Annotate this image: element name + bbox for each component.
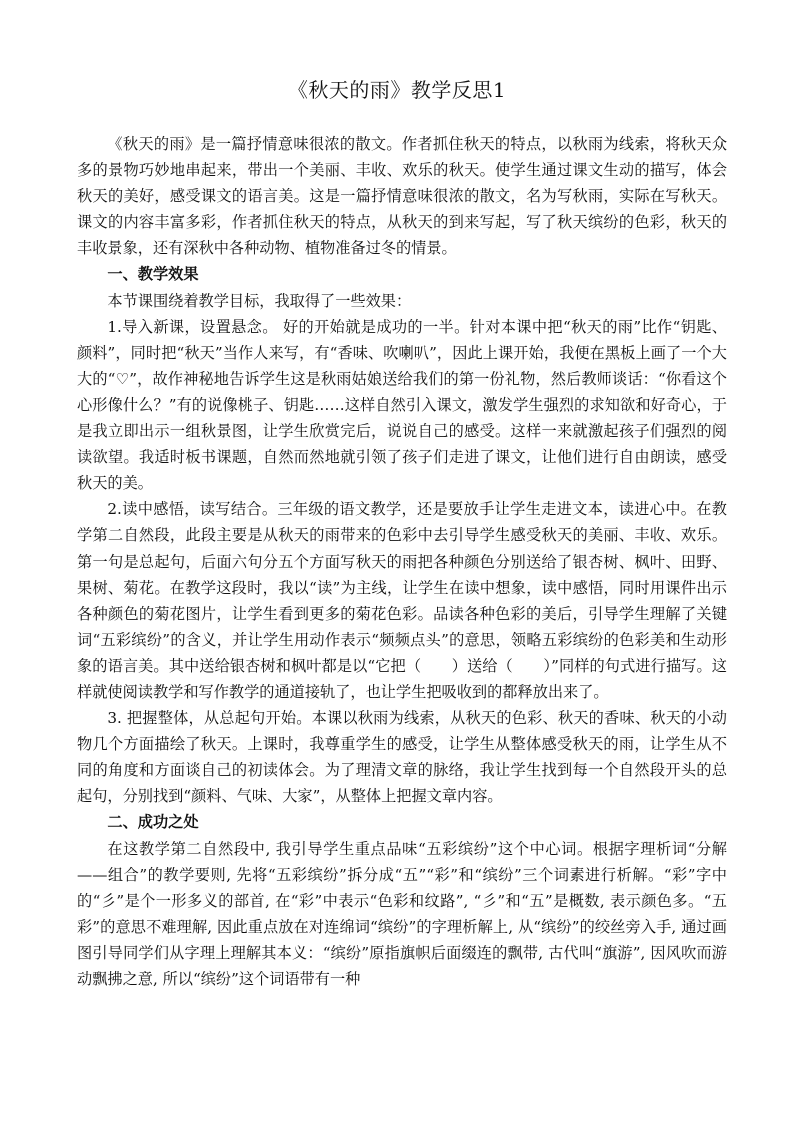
document-body: [77, 131, 727, 992]
section1-lead-paragraph: 本节课围绕着教学目标，我取得了一些效果：: [107, 291, 412, 310]
section-heading-success: 二、成功之处: [107, 813, 199, 832]
intro-paragraph: 《秋天的雨》是一篇抒情意味很浓的散文。作者抓住秋天的特点，以秋雨为线索，将秋天众多的景物巧妙地串起来，带出一个美丽、丰收、欢乐的秋天。使学生通过课文生动的描写，体会秋天的美好，感受课文的语言美。这是一篇抒情意味很浓的散文，名为写秋雨，实际在写秋天。课文的内容丰富多彩，作者抓住秋天的特点，从秋天的到来写起，写了秋天缤纷的色彩，秋天的丰收景象，还有深秋中各种动物、植物准备过冬的情景。: [77, 135, 727, 258]
section-heading-teaching-effect: 一、教学效果: [107, 265, 199, 284]
document-title: 《秋天的雨》教学反思1: [287, 78, 507, 102]
section1-point-3: 3. 把握整体，从总起句开始。本课以秋雨为线索，从秋天的色彩、秋天的香味、秋天的小动物几个方面描绘了秋天。上课时，我尊重学生的感受，让学生从整体感受秋天的雨，让学生从不同的角度和方面谈自己的初读体会。为了理清文章的脉络，我让学生找到每一个自然段开头的总起句，分别找到“颜料、气味、大家”，从整体上把握文章内容。: [77, 709, 727, 806]
section1-point-1: 1.导入新课，设置悬念。 好的开始就是成功的一半。针对本课中把“秋天的雨”比作“钥匙、颜料”，同时把“秋天”当作人来写，有“香味、吹喇叭”，因此上课开始，我便在黑板上画了一个大大的“♡”，故作神秘地告诉学生这是秋雨姑娘送给我们的第一份礼物，然后教师谈话：“你看这个心形像什么？”有的说像桃子、钥匙……这样自然引入课文，激发学生强烈的求知欲和好奇心，于是我立即出示一组秋景图，让学生欣赏完后，说说自己的感受。这样一来就激起孩子们强烈的阅读欲望。我适时板书课题，自然而然地就引领了孩子们走进了课文，让他们进行自由朗读，感受秋天的美。: [77, 317, 727, 493]
section1-point-2: 2.读中感悟，读写结合。三年级的语文教学，还是要放手让学生走进文本，读进心中。在教学第二自然段，此段主要是从秋天的雨带来的色彩中去引导学生感受秋天的美丽、丰收、欢乐。第一句是总起句，后面六句分五个方面写秋天的雨把各种颜色分别送给了银杏树、枫叶、田野、果树、菊花。在教学这段时，我以“读”为主线，让学生在读中想象，读中感悟，同时用课件出示各种颜色的菊花图片，让学生看到更多的菊花色彩。品读各种色彩的美后，引导学生理解了关键词“五彩缤纷”的含义，并让学生用动作表示“频频点头”的意思，领略五彩缤纷的色彩美和生动形象的语言美。其中送给银杏树和枫叶都是以“它把（ ）送给（ ）”同样的句式进行描写。这样就使阅读教学和写作教学的通道接轨了，也让学生把吸收到的都释放出来了。: [77, 500, 727, 701]
section2-paragraph-1: 在这教学第二自然段中, 我引导学生重点品味“五彩缤纷”这个中心词。根据字理析词“分解——组合”的教学要则, 先将“五彩缤纷”拆分成“五”“彩”和“缤纷”三个词素进行析解。“彩”字中的“彡”是个一形多义的部首, 在“彩”中表示“色彩和纹路”, “彡”和“五”是概数, 表示颜色多。“五彩”的意思不难理解, 因此重点放在对连绵词“缤纷”的字理析解上, 从“缤纷”的绞丝旁入手, 通过画图引导同学们从字理上理解其本义：“缤纷”原指旗帜后面缀连的飘带, 古代叫“旗游”, 因风吹而游动飘拂之意, 所以“缤纷”这个词语带有一种: [77, 839, 727, 988]
